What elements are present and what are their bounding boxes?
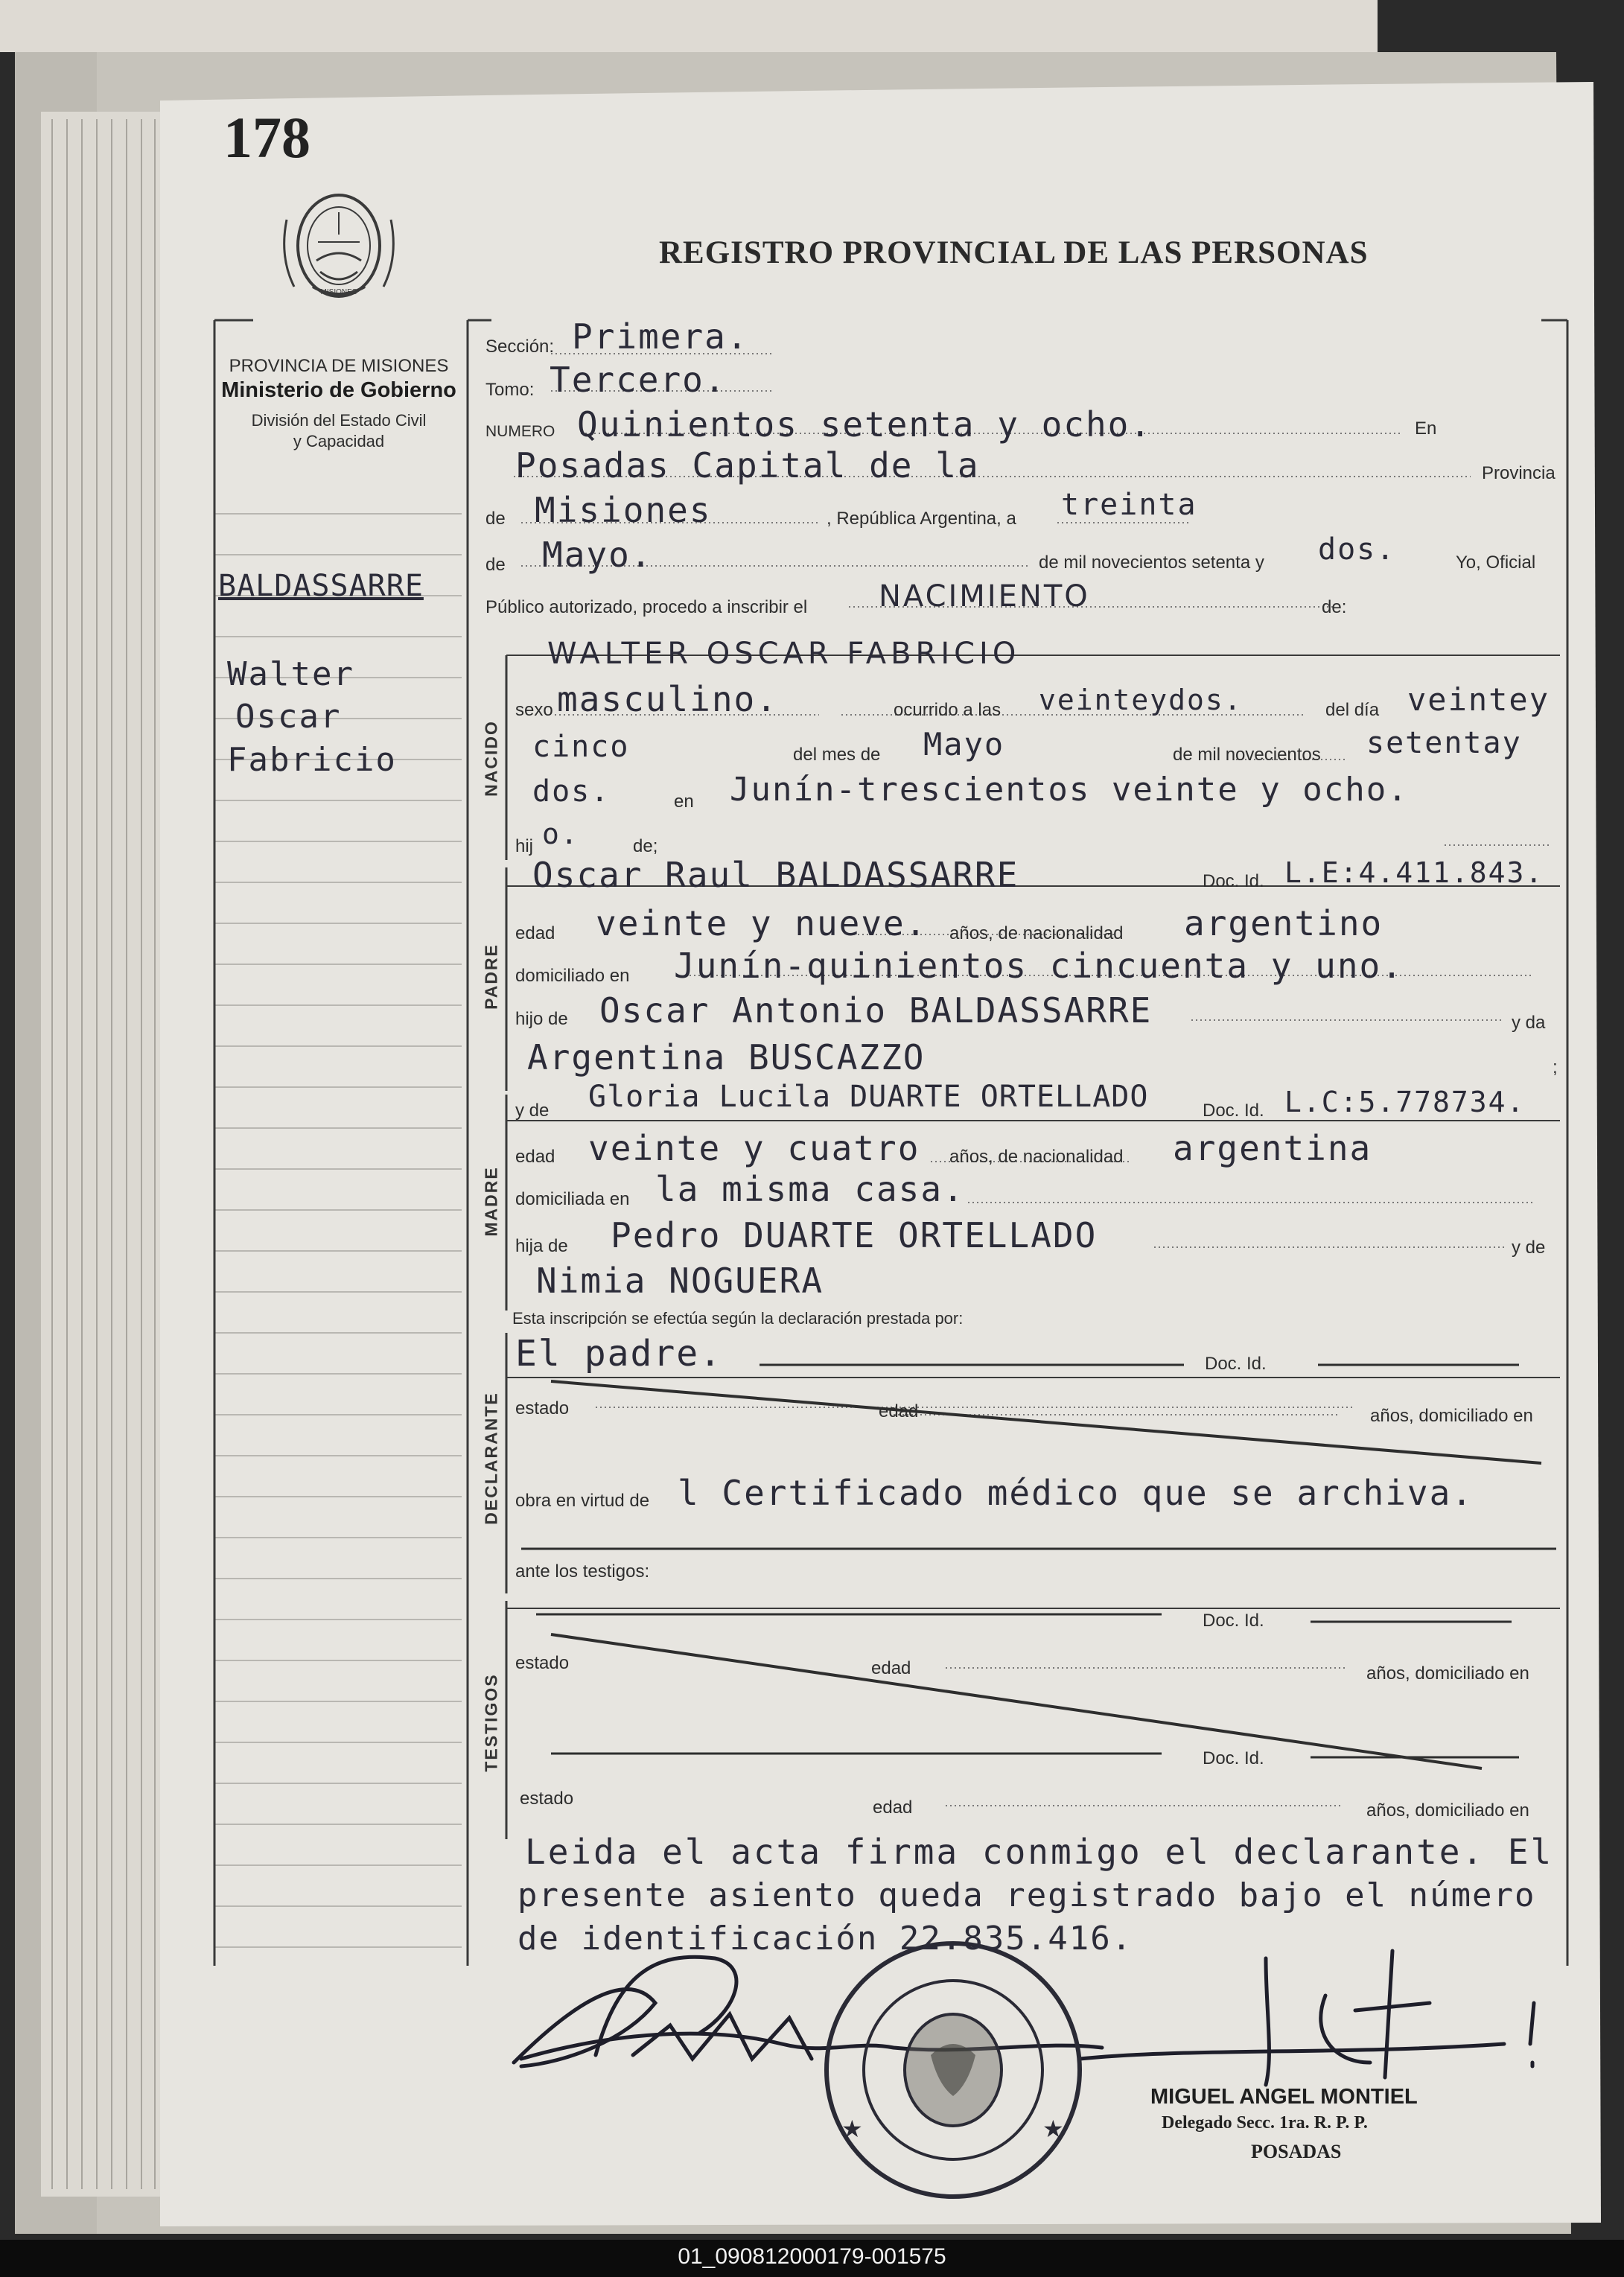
- father-edad-label: edad: [515, 923, 555, 943]
- del-mes-label: del mes de: [793, 745, 881, 765]
- birth-place-value: Junín-trescientos veinte y ocho.: [730, 771, 1409, 809]
- division-label-2: y Capacidad: [293, 432, 385, 450]
- mother-domicilio-value: la misma casa.: [655, 1169, 965, 1209]
- mother-y-de-label: y de: [515, 1101, 550, 1121]
- birth-year-value-1: setentay: [1366, 726, 1522, 760]
- division-label-1: División del Estado Civil: [251, 411, 427, 430]
- hour-value: veinteydos.: [1039, 684, 1243, 716]
- maternal-grandfather: Pedro DUARTE ORTELLADO: [611, 1215, 1098, 1255]
- declarante-section-label: DECLARANTE: [481, 1392, 501, 1525]
- closing-line-2: presente asiento queda registrado bajo el número: [518, 1876, 1536, 1914]
- father-edad-value: veinte y nueve.: [596, 903, 928, 943]
- madre-section-label: MADRE: [481, 1166, 501, 1237]
- paternal-grandfather: Oscar Antonio BALDASSARRE: [599, 990, 1153, 1031]
- en-label: En: [1415, 418, 1437, 439]
- place-value: Posadas Capital de la: [515, 445, 980, 485]
- mother-nationality-value: argentina: [1173, 1128, 1372, 1168]
- witness2-doc-label: Doc. Id.: [1203, 1748, 1264, 1768]
- father-doc-label: Doc. Id.: [1203, 871, 1264, 891]
- testigos-section-label: TESTIGOS: [481, 1673, 501, 1772]
- declaration-intro-label: Esta inscripción se efectúa según la declaración prestada por:: [512, 1309, 964, 1328]
- day-value: treinta: [1061, 488, 1197, 522]
- obra-value: l Certificado médico que se archiva.: [678, 1473, 1474, 1513]
- closing-line-3: de identificación 22.835.416.: [518, 1920, 1133, 1958]
- child-name: WALTER OSCAR FABRICIO: [547, 637, 1021, 671]
- ante-testigos-label: ante los testigos:: [515, 1561, 650, 1582]
- publico-label: Público autorizado, procedo a inscribir el: [485, 597, 808, 617]
- witness1-anos-label: años, domiciliado en: [1366, 1663, 1529, 1684]
- hij-value: o.: [542, 818, 579, 850]
- declarant-edad-label: edad: [879, 1401, 919, 1421]
- de-label-province: de: [485, 509, 506, 529]
- witness2-edad-label: edad: [873, 1797, 913, 1818]
- province-value: Misiones: [535, 490, 712, 530]
- maternal-grandmother: Nimia NOGUERA: [536, 1261, 824, 1301]
- declarant-name: El padre.: [515, 1333, 723, 1375]
- official-name: MIGUEL ANGEL MONTIEL: [1150, 2085, 1418, 2109]
- mother-hija-label: hija de: [515, 1236, 568, 1256]
- obra-label: obra en virtud de: [515, 1491, 650, 1511]
- mother-domicilio-label: domiciliada en: [515, 1189, 630, 1209]
- page-number: 178: [223, 105, 311, 170]
- father-domicilio-label: domiciliado en: [515, 966, 630, 986]
- mil-novecientos-label-2: de mil novecientos: [1173, 745, 1321, 765]
- margin-given-name-3: Fabricio: [227, 741, 397, 779]
- witness2-estado-label: estado: [520, 1789, 574, 1809]
- declarant-anos-label: años, domiciliado en: [1370, 1406, 1533, 1426]
- year-value: dos.: [1318, 532, 1396, 567]
- birth-day-value-1: veintey: [1407, 681, 1550, 718]
- witness1-estado-label: estado: [515, 1653, 570, 1673]
- page-edges: [41, 112, 164, 2197]
- margin-given-name-2: Oscar: [235, 698, 342, 736]
- ocurrido-label: ocurrido a las: [894, 700, 1002, 720]
- father-domicilio-value: Junín-quinientos cincuenta y uno.: [674, 946, 1404, 986]
- svg-text:MISIONES: MISIONES: [320, 288, 357, 296]
- sexo-value: masculino.: [557, 679, 778, 719]
- official-stamp: [827, 1943, 1080, 2197]
- month-value: Mayo.: [542, 535, 653, 575]
- mother-edad-label: edad: [515, 1147, 555, 1167]
- tomo-value: Tercero.: [550, 360, 727, 400]
- declarant-estado-label: estado: [515, 1398, 570, 1418]
- margin-given-name-1: Walter: [227, 655, 354, 693]
- provincia-label: Provincia: [1482, 463, 1555, 483]
- sexo-label: sexo: [515, 700, 553, 720]
- witness1-edad-label: edad: [871, 1658, 911, 1678]
- father-anos-label: años, de nacionalidad: [949, 923, 1124, 943]
- margin-surname: BALDASSARRE: [218, 569, 424, 603]
- yo-oficial-label: Yo, Oficial: [1456, 552, 1536, 573]
- svg-text:★: ★: [841, 2115, 863, 2142]
- seccion-label: Sección:: [485, 337, 555, 357]
- document-title: REGISTRO PROVINCIAL DE LAS PERSONAS: [659, 235, 1369, 270]
- ministry-label: Ministerio de Gobierno: [221, 378, 456, 402]
- file-id: 01_090812000179-001575: [678, 2244, 946, 2269]
- witness1-doc-label: Doc. Id.: [1203, 1611, 1264, 1631]
- de-colon-label: de:: [1322, 597, 1347, 617]
- de-label-month: de: [485, 555, 506, 575]
- official-city: POSADAS: [1251, 2141, 1342, 2162]
- closing-line-1: Leida el acta firma conmigo el declarante. El: [525, 1832, 1554, 1872]
- mil-novecientos-label: de mil novecientos setenta y: [1039, 552, 1264, 573]
- province-label: PROVINCIA DE MISIONES: [229, 356, 449, 376]
- numero-value: Quinientos setenta y ocho.: [577, 404, 1153, 445]
- witness2-anos-label: años, domiciliado en: [1366, 1800, 1529, 1821]
- paternal-grandmother: Argentina BUSCAZZO: [527, 1037, 926, 1077]
- birth-month-value: Mayo: [923, 726, 1005, 762]
- svg-text:★: ★: [1042, 2115, 1064, 2142]
- father-doc-value: L.E:4.411.843.: [1284, 856, 1544, 889]
- father-nationality-value: argentino: [1184, 903, 1383, 943]
- hij-label: hij: [515, 836, 534, 856]
- mother-y-de-label-2: y de: [1512, 1238, 1546, 1258]
- republica-label: , República Argentina, a: [827, 509, 1016, 529]
- en-label-2: en: [674, 792, 694, 812]
- numero-label: NUMERO: [485, 423, 555, 440]
- father-y-da-label: y da: [1512, 1013, 1546, 1033]
- padre-section-label: PADRE: [481, 943, 501, 1010]
- mother-doc-value: L.C:5.778734.: [1284, 1086, 1526, 1118]
- seccion-value: Primera.: [572, 316, 749, 357]
- birth-day-value-2: cinco: [532, 730, 630, 764]
- birth-year-value-2: dos.: [532, 774, 611, 809]
- declarant-doc-label: Doc. Id.: [1205, 1354, 1267, 1374]
- mother-edad-value: veinte y cuatro: [588, 1128, 920, 1168]
- mother-doc-label: Doc. Id.: [1203, 1101, 1264, 1121]
- mother-anos-label: años, de nacionalidad: [949, 1147, 1124, 1167]
- father-hijo-label: hijo de: [515, 1009, 568, 1029]
- tomo-label: Tomo:: [485, 380, 535, 400]
- act-value: NACIMIENTO: [879, 579, 1090, 614]
- de-semicolon-label: de;: [633, 836, 658, 856]
- mother-name: Gloria Lucila DUARTE ORTELLADO: [588, 1080, 1149, 1114]
- father-name: Oscar Raul BALDASSARRE: [532, 855, 1019, 895]
- del-dia-label: del día: [1325, 700, 1380, 720]
- father-semicolon: ;: [1553, 1057, 1558, 1077]
- nacido-section-label: NACIDO: [481, 720, 501, 797]
- official-title: Delegado Secc. 1ra. R. P. P.: [1162, 2113, 1368, 2133]
